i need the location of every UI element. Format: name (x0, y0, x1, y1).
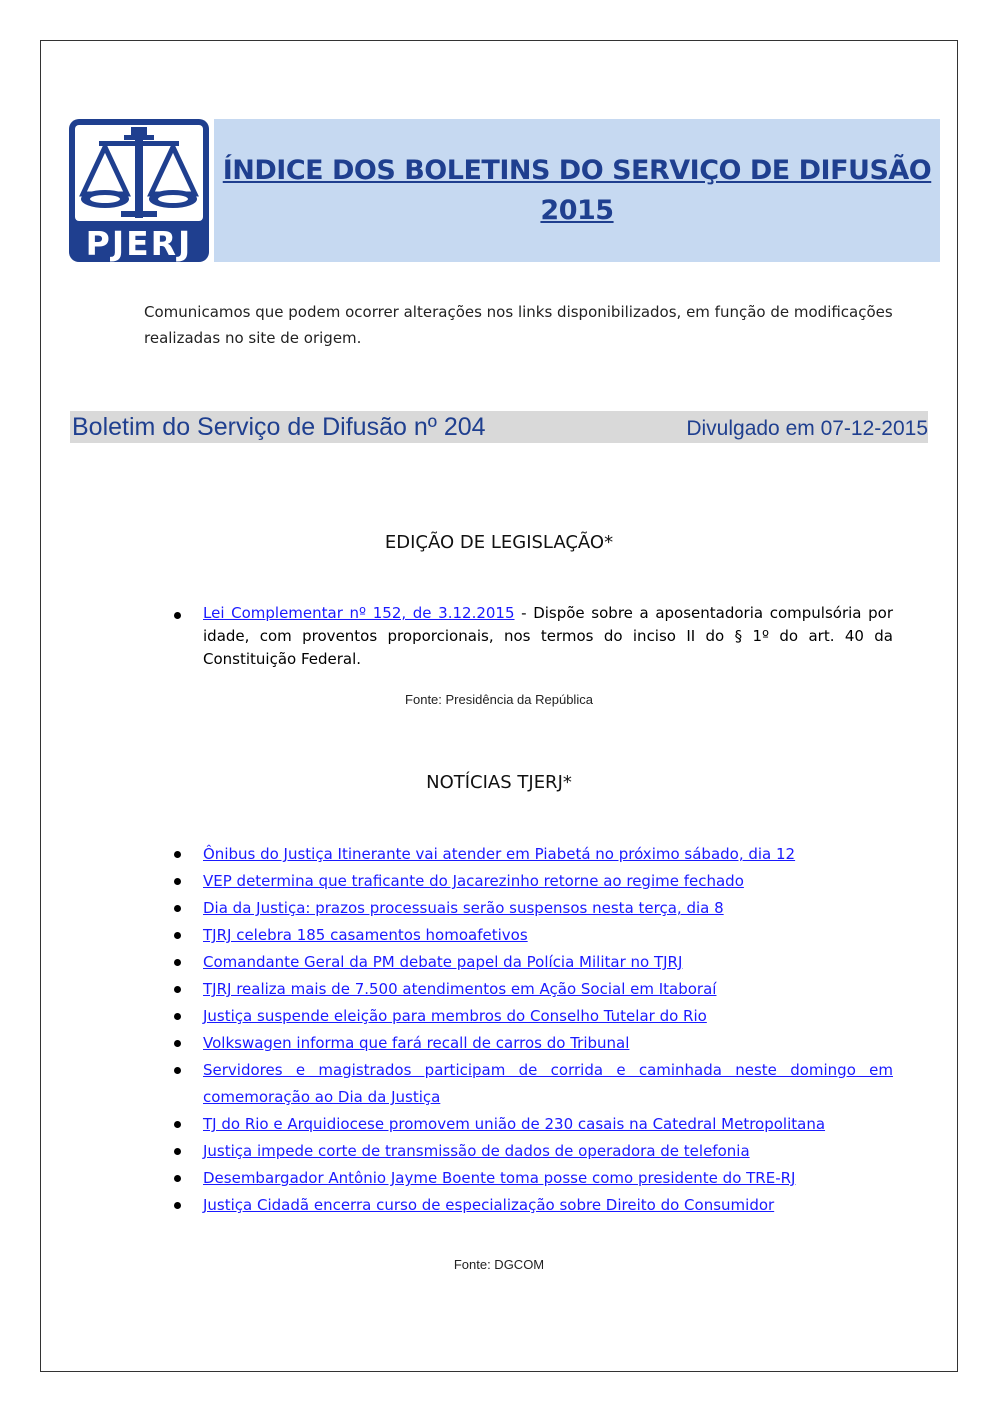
bullet-icon (174, 932, 181, 939)
bullet-icon (174, 986, 181, 993)
list-item (170, 1192, 893, 1219)
header-banner (214, 119, 940, 262)
legislation-description: - Dispõe sobre a aposentadoria compulsória por idade, com proventos proporcionais, nos termos do inciso II do § 1º do art. 40 da Constituição Federal. (203, 604, 893, 668)
header-title-line2: 2015 (540, 194, 614, 226)
list-item (170, 1030, 893, 1057)
bullet-icon (174, 1175, 181, 1182)
bulletin-bar (70, 411, 928, 443)
bulletin-date: Divulgado em 07-12-2015 (686, 417, 928, 440)
news-link[interactable]: TJ do Rio e Arquidiocese promovem união de 230 casais na Catedral Metropolitana (203, 1115, 826, 1133)
news-link[interactable]: Comandante Geral da PM debate papel da Polícia Militar no TJRJ (203, 953, 683, 971)
list-item (170, 949, 893, 976)
legislation-source: Fonte: Presidência da República (405, 692, 593, 707)
list-item (170, 1165, 893, 1192)
list-item (170, 922, 893, 949)
list-item (170, 841, 893, 868)
news-heading: NOTÍCIAS TJERJ* (426, 772, 572, 793)
news-link[interactable]: Desembargador Antônio Jayme Boente toma posse como presidente do TRE-RJ (203, 1169, 796, 1187)
news-link[interactable]: Ônibus do Justiça Itinerante vai atender em Piabetá no próximo sábado, dia 12 (203, 845, 796, 863)
news-link[interactable]: Dia da Justiça: prazos processuais serão suspensos nesta terça, dia 8 (203, 899, 724, 917)
bullet-icon (174, 1013, 181, 1020)
news-link[interactable]: Justiça impede corte de transmissão de dados de operadora de telefonia (203, 1142, 750, 1160)
bullet-icon (174, 1067, 181, 1074)
header-title-line1: ÍNDICE DOS BOLETINS DO SERVIÇO DE DIFUSÃO (222, 154, 932, 186)
news-link[interactable]: VEP determina que traficante do Jacarezinho retorne ao regime fechado (203, 872, 744, 890)
list-item (170, 895, 893, 922)
list-item (170, 1138, 893, 1165)
bullet-icon (174, 905, 181, 912)
news-link[interactable]: TJRJ realiza mais de 7.500 atendimentos em Ação Social em Itaboraí (203, 980, 717, 998)
list-item (170, 1057, 893, 1111)
bullet-icon (174, 1040, 181, 1047)
legislation-list (170, 602, 893, 671)
bullet-icon (174, 1202, 181, 1209)
news-link[interactable]: Justiça Cidadã encerra curso de especialização sobre Direito do Consumidor (203, 1196, 775, 1214)
pjerj-logo (69, 119, 209, 262)
news-link[interactable]: TJRJ celebra 185 casamentos homoafetivos (203, 926, 528, 944)
list-item (170, 602, 893, 671)
list-item (170, 976, 893, 1003)
news-source: Fonte: DGCOM (453, 1257, 545, 1272)
bullet-icon (174, 959, 181, 966)
list-item (170, 1111, 893, 1138)
news-list (170, 841, 893, 1219)
news-link[interactable]: Volkswagen informa que fará recall de carros do Tribunal (203, 1034, 630, 1052)
bulletin-title: Boletim do Serviço de Difusão nº 204 (72, 413, 486, 441)
bullet-icon (174, 612, 181, 619)
list-item (170, 1003, 893, 1030)
news-link[interactable]: Servidores e magistrados participam de corrida e caminhada neste domingo em comemoração ao Dia da Justiça (203, 1061, 893, 1106)
bullet-icon (174, 851, 181, 858)
news-link[interactable]: Justiça suspende eleição para membros do Conselho Tutelar do Rio (203, 1007, 707, 1025)
bullet-icon (174, 1121, 181, 1128)
bullet-icon (174, 1148, 181, 1155)
logo-text: PJERJ (85, 224, 193, 262)
notice-text: Comunicamos que podem ocorrer alterações nos links disponibilizados, em função de modificações realizadas no site de origem. (144, 303, 893, 347)
list-item (170, 868, 893, 895)
legislation-link[interactable]: Lei Complementar nº 152, de 3.12.2015 (203, 604, 515, 622)
bullet-icon (174, 878, 181, 885)
legislation-heading: EDIÇÃO DE LEGISLAÇÃO* (384, 532, 614, 553)
